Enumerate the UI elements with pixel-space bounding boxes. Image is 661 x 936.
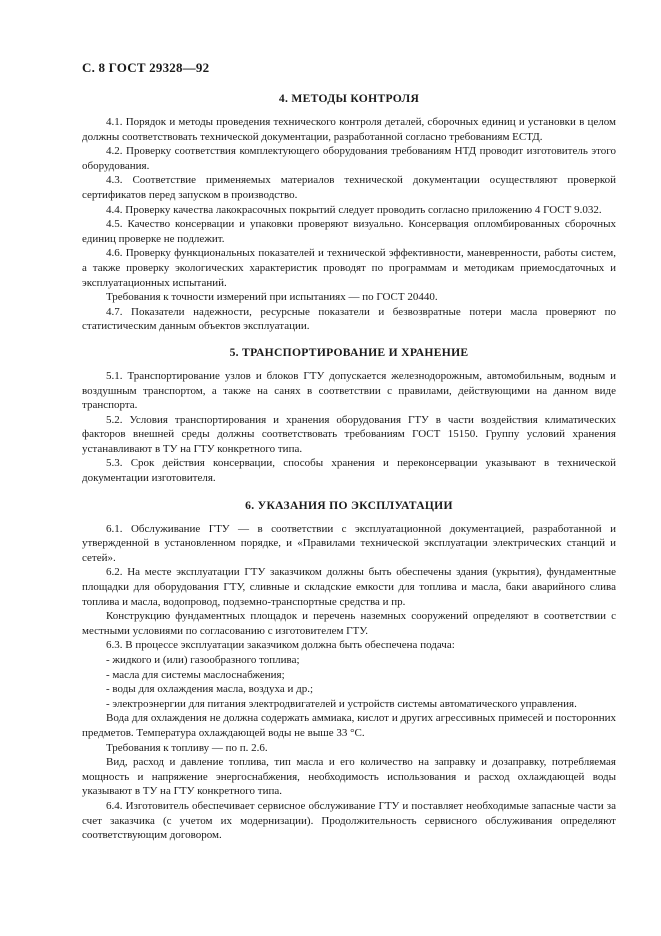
- page-header: С. 8 ГОСТ 29328—92: [82, 60, 210, 75]
- list-item-oil: - масла для системы маслоснабжения;: [106, 668, 285, 681]
- section-title-methods: 4. МЕТОДЫ КОНТРОЛЯ: [278, 92, 420, 105]
- paragraph-6-2-foundations: Конструкцию фундаментных площадок и перечень наземных сооружений определяют в соответствии с местными условиями по согласованию с изготовителем ГТУ.: [82, 610, 616, 637]
- paragraph-4-7: 4.7. Показатели надежности, ресурсные показатели и безвозвратные потери масла проверяют по статистическим данным объектов эксплуатации.: [82, 305, 616, 333]
- list-item-water: - воды для охлаждения масла, воздуха и др.;: [106, 683, 314, 696]
- paragraph-4-3: 4.3. Соответствие применяемых материалов технической документации осуществляют проверкой сертификатов перед запуском в производство.: [82, 174, 616, 201]
- list-item-electricity: - электроэнергии для питания электродвигателей и устройств системы автоматического управления.: [106, 697, 577, 710]
- paragraph-6-2: 6.2. На месте эксплуатации ГТУ заказчиком должны быть обеспечены здания (укрытия), фундаментные площадки для оборудования ГТУ, сливные и складские емкости для топлива и масла, баки аварийного слива топлива и масла, водопровод, подземно-транспортные средства и пр.: [82, 566, 616, 608]
- paragraph-4-6: 4.6. Проверку функциональных показателей и технической эффективности, маневренности, работы систем, а также проверку экологических характеристик проводят по программам и методикам приемосдаточных и эксплуатационных испытаний.: [82, 247, 616, 289]
- paragraph-fuel-requirements: Требования к топливу — по п. 2.6.: [106, 741, 268, 754]
- paragraph-5-2: 5.2. Условия транспортирования и хранения оборудования ГТУ в части воздействия климатических факторов внешней среды должны соответствовать требованиям ГОСТ 15150. Группу условий хранения устанавливают в ТУ на ГТУ конкретного типа.: [82, 413, 616, 455]
- paragraph-6-3: 6.3. В процессе эксплуатации заказчиком должна быть обеспечена подача:: [106, 639, 455, 652]
- paragraph-4-4: 4.4. Проверку качества лакокрасочных покрытий следует проводить согласно приложению 4 ГОСТ 9.032.: [106, 203, 602, 216]
- paragraph-4-1: 4.1. Порядок и методы проведения технического контроля деталей, сборочных единиц и установки в целом должны соответствовать технической документации, разработанной согласно требованиям ЕСТД.: [82, 116, 616, 143]
- paragraph-4-5: 4.5. Качество консервации и упаковки проверяют визуально. Консервация опломбированных сборочных единиц проверке не подлежит.: [82, 218, 616, 245]
- paragraph-6-4: 6.4. Изготовитель обеспечивает сервисное обслуживание ГТУ и поставляет необходимые запасные части за счет заказчика (с учетом их модернизации). Продолжительность сервисного обслуживания определяют соответствующим договором.: [82, 799, 616, 842]
- paragraph-5-3: 5.3. Срок действия консервации, способы хранения и переконсервации указывают в технической документации изготовителя.: [82, 457, 616, 485]
- list-item-fuel: - жидкого и (или) газообразного топлива;: [106, 654, 300, 666]
- paragraph-6-1: 6.1. Обслуживание ГТУ — в соответствии с эксплуатационной документацией, разработанной и утвержденной в установленном порядке, и «Правилами технической эксплуатации электрических станций и сетей».: [82, 522, 616, 564]
- paragraph-fuel-specs: Вид, расход и давление топлива, тип масла и его количество на заправку и дозаправку, потребляемая мощность и напряжение энергоснабжения, необходимость использования и расход охлаждающей воды указывают в ТУ на ГТУ конкретного типа.: [82, 756, 616, 798]
- document-body: [82, 92, 616, 843]
- paragraph-4-2: 4.2. Проверку соответствия комплектующего оборудования требованиям НТД проводит изготовитель этого оборудования.: [82, 145, 616, 172]
- paragraph-cooling-water: Вода для охлаждения не должна содержать аммиака, кислот и других агрессивных примесей и посторонних предметов. Температура охлаждающей воды не выше 33 °С.: [82, 712, 616, 739]
- section-title-transport-storage: 5. ТРАНСПОРТИРОВАНИЕ И ХРАНЕНИЕ: [229, 345, 469, 359]
- paragraph-4-6-accuracy: Требования к точности измерений при испытаниях — по ГОСТ 20440.: [106, 291, 438, 304]
- section-title-operation: 6. УКАЗАНИЯ ПО ЭКСПЛУАТАЦИИ: [245, 498, 453, 512]
- paragraph-5-1: 5.1. Транспортирование узлов и блоков ГТУ допускается железнодорожным, автомобильным, водным и воздушным транспортом, а также на санях в соответствии с правилами, действующими на данном виде транспорта.: [82, 369, 616, 412]
